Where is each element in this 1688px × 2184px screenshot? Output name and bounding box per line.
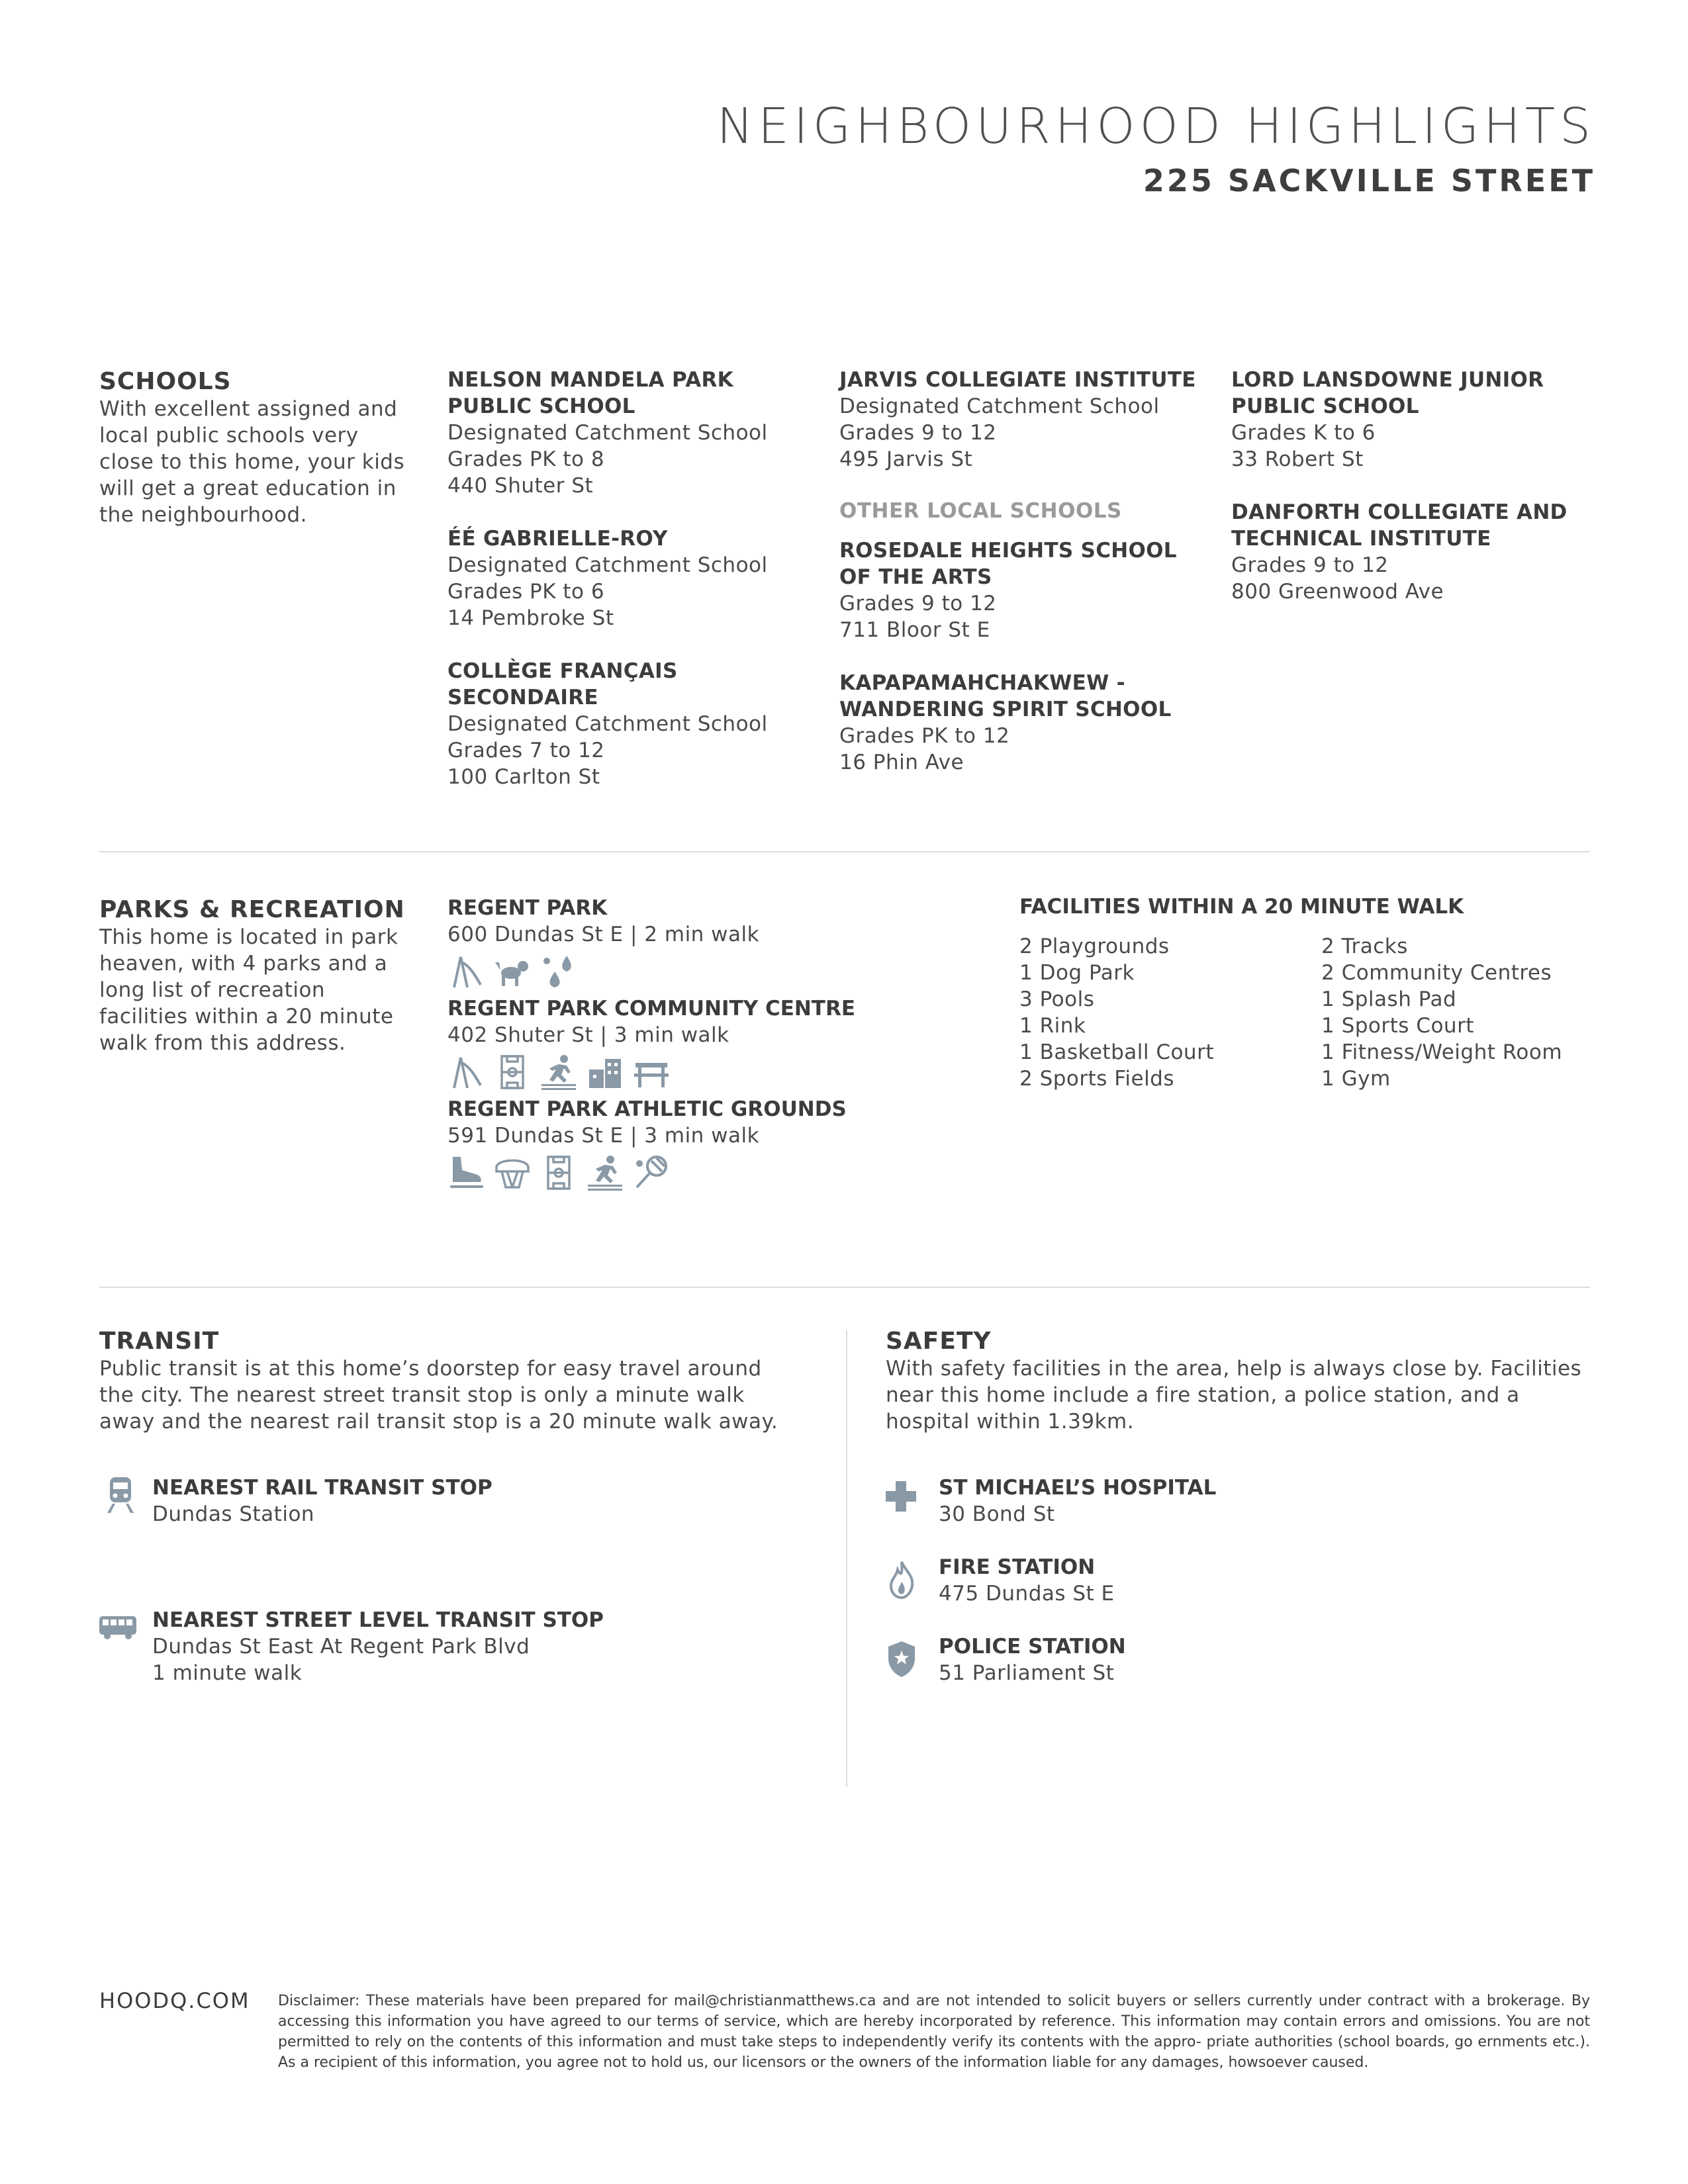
school-address: 14 Pembroke St — [447, 606, 614, 630]
school-entry — [447, 525, 825, 631]
park-details: 591 Dundas St E | 3 min walk — [447, 1124, 760, 1148]
fire-station-address: 475 Dundas St E — [939, 1582, 1115, 1606]
school-grades: Grades PK to 8 — [447, 447, 605, 471]
police-station-entry — [939, 1633, 1126, 1686]
school-name: ÉÉ GABRIELLE-ROY — [447, 527, 668, 551]
school-entry — [447, 367, 825, 499]
school-name: DANFORTH COLLEGIATE AND TECHNICAL INSTITUTE — [1231, 500, 1568, 551]
school-entry — [447, 658, 768, 790]
school-entry — [839, 670, 1184, 776]
section-divider — [99, 851, 1590, 852]
playground-icon — [447, 1054, 485, 1091]
community-centre-icon — [586, 1054, 624, 1091]
bus-icon — [98, 1607, 138, 1647]
facility-item: 1 Sports Court — [1321, 1014, 1474, 1038]
parks-heading: PARKS & RECREATION — [99, 896, 405, 923]
track-icon — [586, 1154, 624, 1191]
school-name: JARVIS COLLEGIATE INSTITUTE — [839, 368, 1196, 392]
section-divider — [99, 1287, 1590, 1288]
flame-icon — [886, 1559, 917, 1599]
park-name: REGENT PARK ATHLETIC GROUNDS — [447, 1097, 847, 1121]
school-entry — [1231, 499, 1575, 605]
park-name: REGENT PARK — [447, 896, 608, 920]
school-address: 100 Carlton St — [447, 765, 600, 789]
police-station-label: POLICE STATION — [939, 1635, 1126, 1659]
park-details: 402 Shuter St | 3 min walk — [447, 1023, 729, 1047]
basketball-icon — [494, 1154, 531, 1191]
park-name: REGENT PARK COMMUNITY CENTRE — [447, 997, 856, 1021]
facilities-heading: FACILITIES WITHIN A 20 MINUTE WALK — [1019, 895, 1464, 919]
parks-description: This home is located in park heaven, with 4 parks and a long list of recreation facilities within a 20 minute walk from this address. — [99, 925, 399, 1055]
school-type: Designated Catchment School — [447, 553, 768, 577]
train-icon — [101, 1475, 140, 1514]
street-stop-value: Dundas St East At Regent Park Blvd — [152, 1635, 530, 1659]
footer-brand: HOODQ.COM — [99, 1988, 250, 2013]
fire-station-entry — [939, 1554, 1115, 1607]
street-stop-walk: 1 minute walk — [152, 1661, 303, 1685]
park-details: 600 Dundas St E | 2 min walk — [447, 923, 760, 946]
school-entry — [1231, 367, 1562, 473]
park-amenity-icons — [447, 1153, 911, 1193]
school-address: 800 Greenwood Ave — [1231, 580, 1444, 604]
sports-field-icon — [494, 1054, 531, 1091]
police-station-address: 51 Parliament St — [939, 1661, 1115, 1685]
park-entry — [447, 895, 911, 991]
schools-description: With excellent assigned and local public schools very close to this home, your kids will get a great education in the neighbourhood. — [99, 397, 405, 527]
rail-stop-value: Dundas Station — [152, 1502, 315, 1526]
facility-item: 2 Sports Fields — [1019, 1067, 1175, 1091]
school-grades: Grades PK to 6 — [447, 580, 605, 604]
safety-description: With safety facilities in the area, help is always close by. Facilities near this home include a fire station, a police station, and a hospital within 1.39km. — [886, 1357, 1582, 1433]
school-grades: Grades 9 to 12 — [839, 592, 997, 615]
school-grades: Grades PK to 12 — [839, 724, 1010, 748]
facility-item: 1 Gym — [1321, 1067, 1391, 1091]
park-entry — [447, 1096, 911, 1193]
column-divider — [846, 1330, 847, 1787]
hospital-cross-icon — [884, 1480, 917, 1513]
track-icon — [540, 1054, 577, 1091]
school-name: NELSON MANDELA PARK PUBLIC SCHOOL — [447, 368, 733, 418]
school-name: COLLÈGE FRANÇAIS SECONDAIRE — [447, 659, 678, 709]
facility-item: 2 Community Centres — [1321, 961, 1552, 985]
school-entry — [839, 367, 1223, 473]
rail-stop-label: NEAREST RAIL TRANSIT STOP — [152, 1476, 492, 1500]
school-grades: Grades K to 6 — [1231, 421, 1376, 445]
tennis-icon — [633, 1154, 670, 1191]
school-type: Designated Catchment School — [447, 421, 768, 445]
school-type: Designated Catchment School — [839, 394, 1160, 418]
school-name: LORD LANSDOWNE JUNIOR PUBLIC SCHOOL — [1231, 368, 1544, 418]
safety-heading: SAFETY — [886, 1328, 992, 1355]
splash-pad-icon — [540, 953, 577, 990]
police-shield-icon — [886, 1640, 917, 1678]
school-grades: Grades 9 to 12 — [1231, 553, 1389, 577]
skate-icon — [447, 1154, 485, 1191]
facility-item: 3 Pools — [1019, 987, 1095, 1011]
hospital-label: ST MICHAEL’S HOSPITAL — [939, 1476, 1217, 1500]
street-stop-label: NEAREST STREET LEVEL TRANSIT STOP — [152, 1608, 604, 1632]
other-schools-label: OTHER LOCAL SCHOOLS — [839, 499, 1122, 523]
fire-station-label: FIRE STATION — [939, 1555, 1096, 1579]
park-entry — [447, 995, 911, 1092]
transit-heading: TRANSIT — [99, 1328, 220, 1355]
facilities-list-left — [1019, 933, 1214, 1092]
school-address: 33 Robert St — [1231, 447, 1364, 471]
street-transit-stop — [152, 1607, 604, 1686]
picnic-table-icon — [633, 1054, 670, 1091]
sports-field-icon — [540, 1154, 577, 1191]
facility-item: 1 Rink — [1019, 1014, 1086, 1038]
page-title: NEIGHBOURHOOD HIGHLIGHTS — [716, 98, 1595, 155]
facilities-list-right — [1321, 933, 1562, 1092]
school-address: 711 Bloor St E — [839, 618, 990, 642]
schools-heading: SCHOOLS — [99, 368, 232, 395]
school-grades: Grades 9 to 12 — [839, 421, 997, 445]
school-entry — [839, 537, 1197, 643]
facility-item: 1 Fitness/Weight Room — [1321, 1040, 1563, 1064]
transit-description: Public transit is at this home’s doorstep for easy travel around the city. The nearest street transit stop is only a minute walk away and the nearest rail transit stop is a 20 minute walk away. — [99, 1357, 778, 1433]
facility-item: 1 Basketball Court — [1019, 1040, 1214, 1064]
school-address: 16 Phin Ave — [839, 751, 964, 774]
facility-item: 2 Playgrounds — [1019, 934, 1170, 958]
dog-park-icon — [494, 953, 531, 990]
hospital-address: 30 Bond St — [939, 1502, 1055, 1526]
school-name: ROSEDALE HEIGHTS SCHOOL OF THE ARTS — [839, 539, 1177, 589]
disclaimer-text: Disclaimer: These materials have been prepared for mail@christianmatthews.ca and are not intended to solicit buyers or sellers currently under contract with a brokerage. By accessing this information you have agreed to our terms of service, which are hereby incorporated by reference. This information may contain errors and omissions. You are not permitted to rely on the contents of this information and must take steps to independently verify its contents with the appro- priate authorities (school boards, go ernments etc.). As a recipient of this information, you agree not to hold us, our licensors or the owners of the information liable for any damages, howsoever caused. — [278, 1993, 1590, 2071]
park-amenity-icons — [447, 952, 911, 991]
park-amenity-icons — [447, 1052, 911, 1092]
facility-item: 2 Tracks — [1321, 934, 1408, 958]
school-address: 495 Jarvis St — [839, 447, 973, 471]
rail-transit-stop — [152, 1475, 492, 1527]
facility-item: 1 Splash Pad — [1321, 987, 1457, 1011]
school-grades: Grades 7 to 12 — [447, 739, 605, 762]
school-type: Designated Catchment School — [447, 712, 768, 736]
school-address: 440 Shuter St — [447, 474, 594, 498]
property-address: 225 SACKVILLE STREET — [1143, 163, 1595, 199]
school-name: KAPAPAMAHCHAKWEW - WANDERING SPIRIT SCHOOL — [839, 671, 1172, 721]
facility-item: 1 Dog Park — [1019, 961, 1135, 985]
hospital-entry — [939, 1475, 1216, 1527]
playground-icon — [447, 953, 485, 990]
